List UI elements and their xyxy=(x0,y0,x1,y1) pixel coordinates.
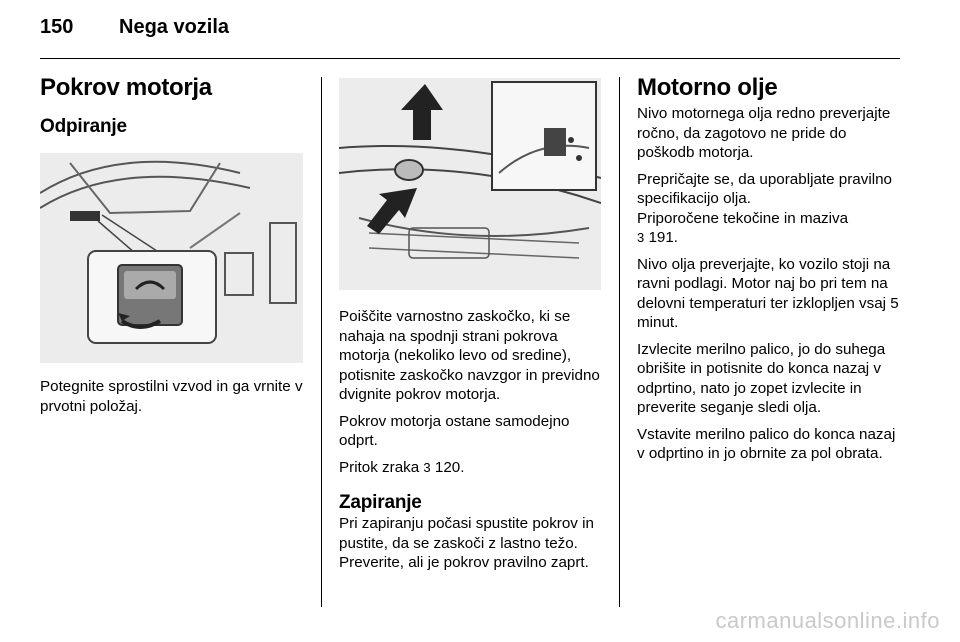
opening-step-text: Potegnite sprostilni vzvod in ga vrnite v prvotni položaj. xyxy=(40,378,303,415)
page-ref-arrow-icon: 3 xyxy=(423,459,431,475)
hood-stays-open-text: Pokrov motorja ostane samodejno odprt. xyxy=(339,412,570,449)
page-number: 150 xyxy=(40,16,74,38)
oil-check-intro-text: Nivo motornega olja redno preverjajte ročno, da zagotovo ne pride do poškodb motorja. xyxy=(637,105,891,161)
recommended-fluids-reference xyxy=(637,209,903,248)
hood-safety-catch-illustration xyxy=(339,78,601,290)
air-intake-label: Pritok zraka xyxy=(339,458,420,476)
column-divider-2 xyxy=(619,77,620,607)
air-intake-page-ref: 120. xyxy=(434,458,465,476)
safety-catch-text: Poiščite varnostno zaskočko, ki se nahaja na spodnji strani pokrova motorja (nekoliko levo od sredine), potisnite zaskočko navzgor in previdno dvignite pokrov motorja. xyxy=(339,308,600,403)
closing-instructions-text: Pri zapiranju počasi spustite pokrov in pustite, da se zaskoči z lastno težo. Preverite, ali je pokrov pravilno zaprt. xyxy=(339,515,594,571)
dipstick-reinsert-text: Vstavite merilno palico do konca nazaj v odprtino in jo obrnite za pol obrata. xyxy=(637,425,896,462)
column-left xyxy=(40,74,306,416)
chapter-title: Nega vozila xyxy=(119,16,230,38)
watermark: carmanualsonline.info xyxy=(715,608,940,633)
header-divider xyxy=(40,58,900,59)
page-header xyxy=(40,16,900,58)
column-divider-1 xyxy=(321,77,322,607)
subsection-opening: Odpiranje xyxy=(40,116,127,137)
section-title-engine-oil: Motorno olje xyxy=(637,74,778,101)
column-middle xyxy=(339,74,605,573)
page-ref-arrow-icon: 3 xyxy=(637,230,645,245)
column-right xyxy=(637,74,903,464)
air-intake-reference xyxy=(339,458,605,478)
recommended-fluids-label: Priporočene tekočine in maziva xyxy=(637,209,849,227)
recommended-fluids-page-ref: 191. xyxy=(648,229,679,246)
subsection-closing: Zapiranje xyxy=(339,492,422,513)
section-title-hood: Pokrov motorja xyxy=(40,74,212,101)
hood-release-lever-illustration xyxy=(40,153,303,363)
dipstick-check-text: Izvlecite merilno palico, jo do suhega obrišite in potisnite do konca nazaj v odprtino, nato jo zopet izvlecite in preverite seganje sledi olja. xyxy=(637,340,886,416)
oil-spec-text: Prepričajte se, da uporabljate pravilno specifikacijo olja. xyxy=(637,170,892,207)
oil-level-conditions-text: Nivo olja preverjajte, ko vozilo stoji na ravni podlagi. Motor naj bo pri tem na delovni temperaturi ter izklopljen vsaj 5 minut. xyxy=(637,255,899,331)
